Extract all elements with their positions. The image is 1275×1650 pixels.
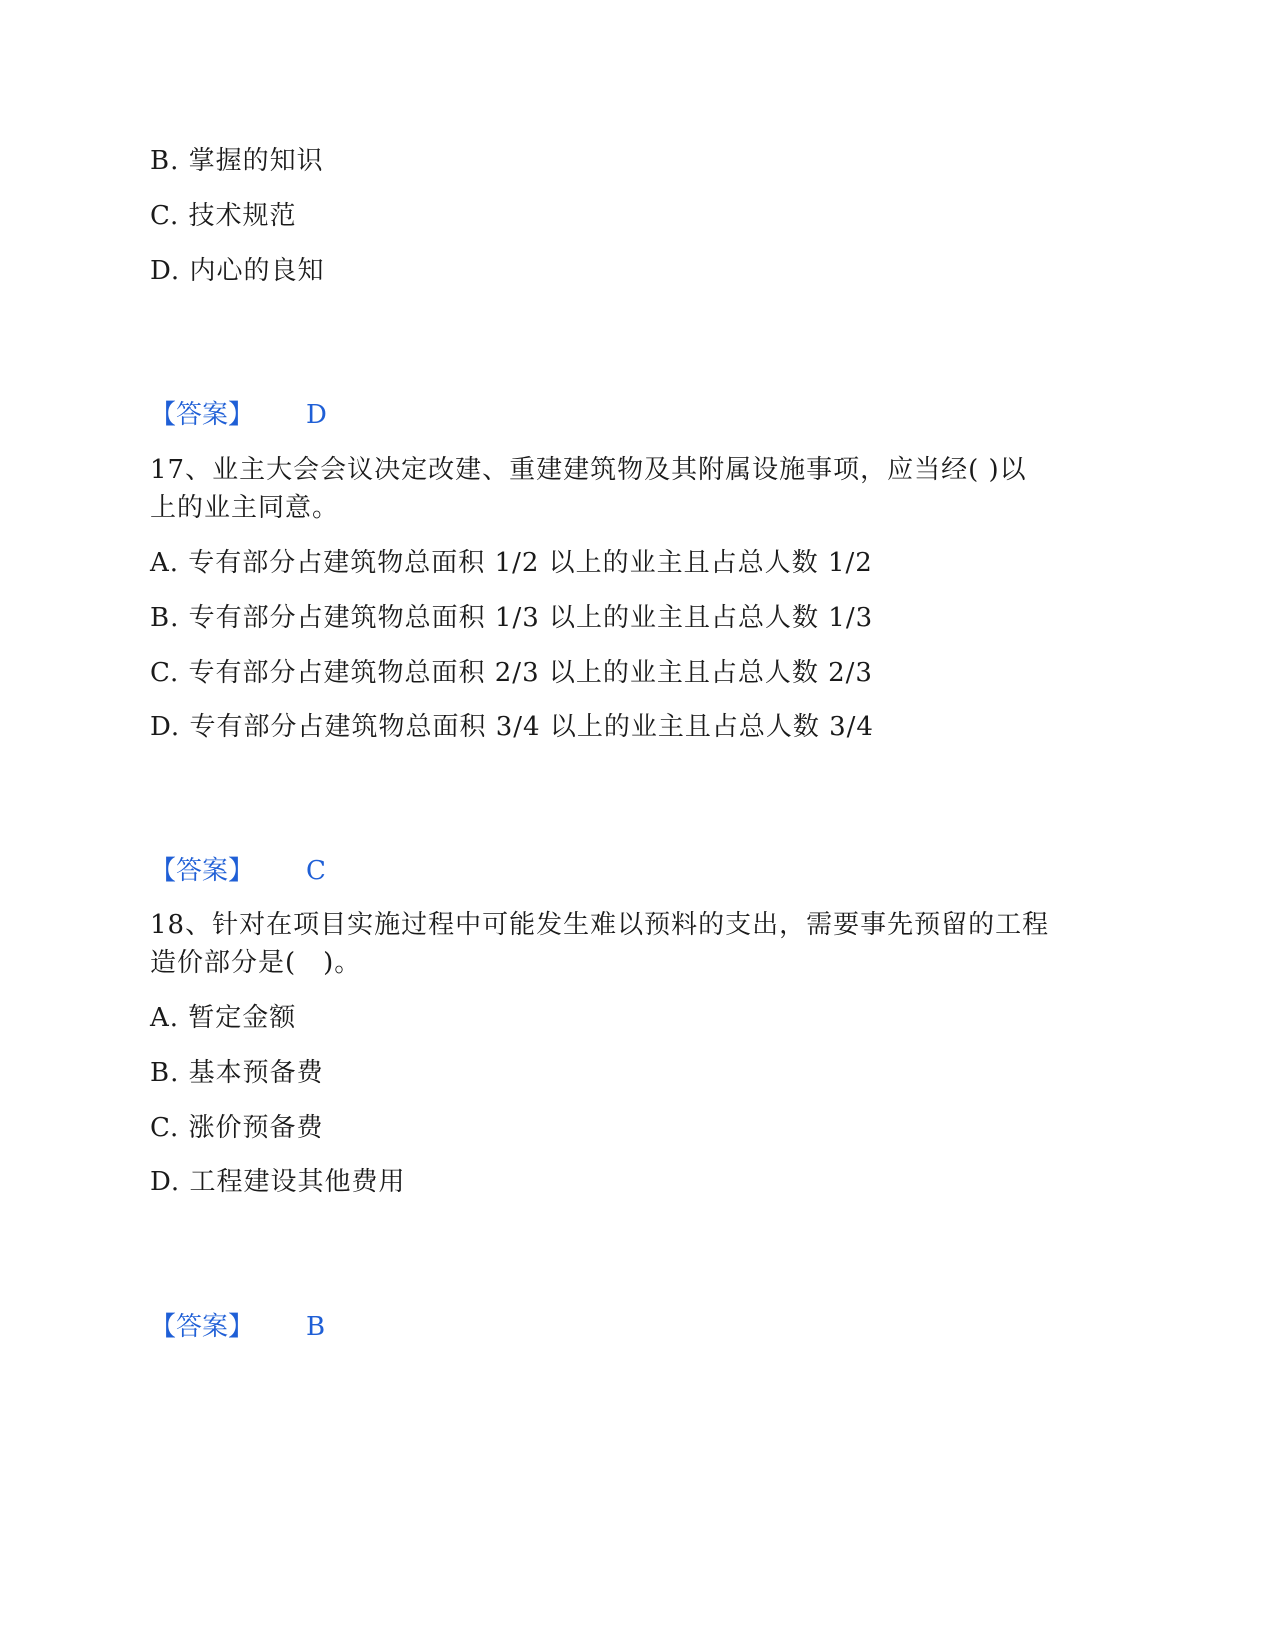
q16-answer — [150, 398, 327, 432]
q17-option-d: D. 专有部分占建筑物总面积 3/4 以上的业主且占总人数 3/4 — [150, 712, 874, 742]
q18-option-a: A. 暂定金额 — [150, 1003, 297, 1033]
q18-option-d: D. 工程建设其他费用 — [150, 1167, 406, 1197]
q17-answer — [150, 854, 326, 888]
q18-option-c: C. 涨价预备费 — [150, 1113, 324, 1143]
q17-question-line-2: 上的业主同意。 — [150, 493, 340, 523]
q17-option-c: C. 专有部分占建筑物总面积 2/3 以上的业主且占总人数 2/3 — [150, 658, 873, 688]
q18-answer — [150, 1310, 325, 1344]
q16-option-c: C. 技术规范 — [150, 201, 297, 231]
answer-label: 【答案】 — [150, 400, 255, 430]
q17-option-b: B. 专有部分占建筑物总面积 1/3 以上的业主且占总人数 1/3 — [150, 603, 874, 633]
answer-value: C — [306, 856, 326, 886]
q17-option-a: A. 专有部分占建筑物总面积 1/2 以上的业主且占总人数 1/2 — [150, 548, 873, 578]
q16-option-d: D. 内心的良知 — [150, 256, 325, 286]
q17-question-line-1: 17、业主大会会议决定改建、重建建筑物及其附属设施事项，应当经( )以 — [150, 455, 1027, 485]
q18-option-b: B. 基本预备费 — [150, 1058, 324, 1088]
q18-question-line-2: 造价部分是( )。 — [150, 948, 362, 978]
q18-question-line-1: 18、针对在项目实施过程中可能发生难以预料的支出，需要事先预留的工程 — [150, 910, 1050, 940]
answer-value: D — [306, 400, 327, 430]
answer-value: B — [306, 1312, 326, 1342]
q16-option-b: B. 掌握的知识 — [150, 146, 324, 176]
answer-label: 【答案】 — [150, 1312, 255, 1342]
answer-label: 【答案】 — [150, 856, 255, 886]
